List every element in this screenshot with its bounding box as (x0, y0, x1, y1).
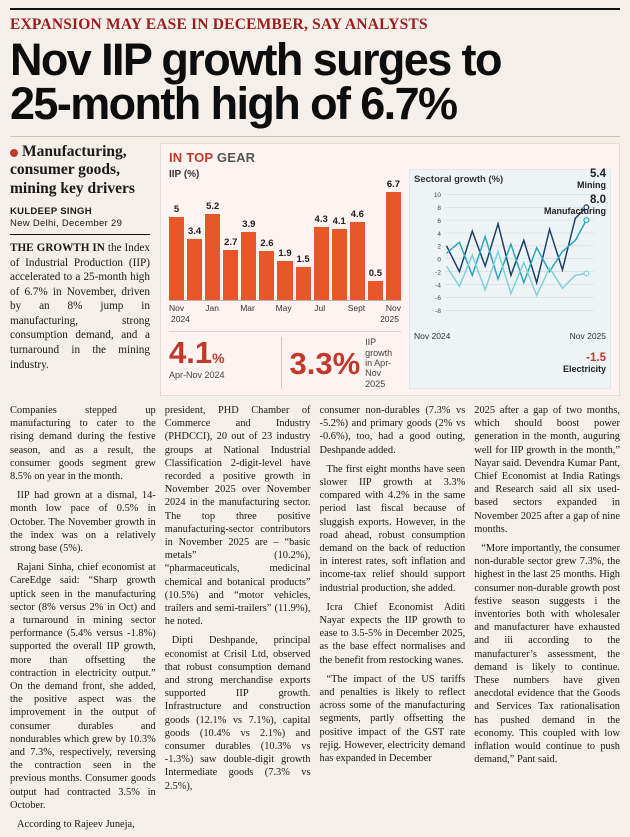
bar-apr-5 (259, 237, 274, 300)
bar-x-tick: Jul (314, 303, 326, 314)
headline-line-1: Nov IIP growth surges to (10, 34, 501, 85)
tag-mining-value: 5.4 (590, 168, 606, 181)
body-paragraph: Icra Chief Economist Aditi Nayar expects the IIP growth to ease to 3.5-5% in December 2025, as the base effect normalises and the benefit from restocking wanes. (319, 601, 466, 666)
lead-rest: the Index of Industrial Production (IIP) accelerated to a 25-month high of 6.7% in November, driven by an 8% jump in manufacturing, strong consumption demand, and a turnaround in the mining industry. (10, 242, 150, 371)
left-column (10, 143, 150, 396)
stat1-value (169, 335, 275, 371)
upper-section (10, 143, 620, 396)
bar-x-tick: Sept (347, 303, 366, 314)
body-paragraph: “The impact of the US tariffs and penalties is likely to reflect across some of the manufacturing segments, partly offsetting the positive impact of the GST rate rejig. However, electricity demand has expanded in December (319, 673, 466, 764)
body-columns (10, 404, 620, 837)
panel-body (169, 169, 611, 389)
body-paragraph: 2025 after a gap of two months, which should boost power generation in the month, auguring well for IIP growth in the month,” Nayar said. Devendra Kumar Pant, Chief Economist at India Ratings and Research said all six used-based sectors expanded in November 2025 after a gap of nine months. (474, 404, 620, 535)
sector-chart (409, 169, 611, 389)
sector-chart-x-labels (414, 331, 606, 341)
bar-aug-9 (332, 216, 347, 300)
bar-nov-12 (386, 179, 401, 300)
svg-text:6: 6 (437, 218, 441, 226)
sector-x-right: Nov 2025 (569, 331, 606, 342)
bar-value-label: 0.5 (368, 268, 382, 280)
sector-x-left: Nov 2024 (414, 331, 451, 342)
body-paragraph: president, PHD Chamber of Commerce and Industry (PHDCCI), 20 out of 23 industry groups at National Industrial Classification 2-digit-level have recorded a positive growth in November 2025 over November 2024 in the manufacturing sector. The top three positive manufacturing-sector contributors in November 2025 are – “basic metals” (10.2%), “pharmaceuticals, medicinal chemical and botanical products” (10.5%) and “motor vehicles, trailers and semi-trailers” (11.9%), he noted. (164, 404, 311, 628)
svg-text:0: 0 (437, 256, 441, 264)
year-left: 2024 (171, 314, 190, 325)
lead-bold: THE GROWTH IN (10, 242, 105, 255)
stat2-value: 3.3% (289, 345, 361, 381)
bar-value-label: 5.2 (206, 200, 220, 212)
bar-oct-11 (368, 268, 383, 300)
bar-dec-1 (187, 226, 202, 300)
bar-feb-3 (223, 236, 238, 301)
bar-x-tick (330, 303, 345, 313)
bar-x-tick (223, 303, 238, 313)
bar-value-label: 1.5 (296, 253, 310, 265)
tag-manufacturing-label: Manufacturing (544, 206, 606, 217)
stat1-percent: % (212, 350, 225, 367)
svg-text:8: 8 (437, 205, 441, 213)
body-column-1 (10, 404, 156, 837)
svg-text:-2: -2 (435, 269, 441, 277)
body-column-4 (474, 404, 620, 837)
svg-text:10: 10 (433, 192, 441, 200)
tag-mining (577, 168, 606, 190)
svg-text:-4: -4 (435, 282, 441, 290)
bar-value-label: 4.1 (332, 216, 346, 228)
bar-jan-2 (205, 200, 220, 301)
year-right: 2025 (380, 314, 399, 325)
byline-place: New Delhi, December 29 (10, 218, 123, 230)
summary-stats (169, 331, 401, 389)
bar-chart (169, 169, 401, 389)
bar-jun-7 (296, 253, 311, 300)
stat2-caption: IIP growth in Apr-Nov 2025 (365, 337, 393, 389)
bar-jul-8 (314, 213, 329, 301)
bar-value-label: 3.9 (242, 219, 256, 231)
bar-chart-year-labels (169, 314, 401, 324)
chart-panel (160, 143, 620, 396)
bullet-icon (10, 149, 18, 157)
byline-author: KULDEEP SINGH (10, 206, 92, 218)
kicker: EXPANSION MAY EASE IN DECEMBER, SAY ANALYSTS (10, 16, 428, 33)
page-title (10, 34, 620, 130)
bar-nov-0 (169, 203, 184, 301)
body-paragraph: The first eight months have seen slower IIP growth at 3.3% compared with 4.2% in the same period last fiscal because of sluggish exports. However, in the road ahead, robust consumption demand on the back of reduction in interest rates, soft inflation and income-tax relief should support industrial production, she added. (319, 463, 466, 594)
tag-manufacturing (544, 194, 606, 216)
body-column-2 (165, 404, 311, 837)
panel-title-grey: GEAR (216, 150, 256, 166)
bar-value-label: 2.6 (260, 237, 274, 249)
tag-manufacturing-value: 8.0 (590, 194, 606, 207)
subhead-text: Manufacturing, consumer goods, mining key drivers (10, 143, 135, 197)
body-paragraph: Dipti Deshpande, principal economist at Crisil Ltd, observed that robust consumption demand and strong merchandise exports supported IIP growth. Infrastructure and construction goods (12.1% vs 7.1%), capital goods (10.4% vs 2.1%) and consumer durables (10.3% vs -1.3%) saw double-digit growth Intermediate goods (7.3% vs 2.5%), (164, 635, 311, 792)
bar-value-label: 4.3 (314, 213, 328, 225)
headline-line-2: 25-month high of 6.7% (10, 78, 457, 130)
bar-value-label: 2.7 (224, 236, 238, 248)
bar-value-label: 6.7 (386, 179, 401, 191)
bar-mar-4 (241, 219, 256, 300)
byline-divider (10, 234, 150, 235)
stat1-number: 4.1 (169, 335, 213, 371)
bar-x-tick (187, 303, 202, 313)
bar-sept-10 (350, 209, 365, 300)
bar-value-label: 5 (173, 203, 180, 215)
body-paragraph: Rajani Sinha, chief economist at CareEdge said: “Sharp growth uptick seen in the manufacturing sector (8% versus 2% in Oct) and a turnaround in mining sector performance (5.4% versus -1.8%) supported the overall IIP growth, more than offsetting the contraction in electricity output.” On the demand front, she added, the positive aspect was the improvement in the output of consumer durables and nondurables which grew by 10.3% and 7.3%, respectively, reversing the contraction seen in the previous months. Consumer goods output had contracted 3.5% in October. (10, 562, 156, 811)
top-rule (10, 8, 620, 10)
tag-mining-label: Mining (577, 180, 606, 191)
panel-title (169, 150, 611, 165)
stat1-caption: Apr-Nov 2024 (169, 370, 225, 381)
bar-x-tick: Jan (205, 303, 220, 314)
bar-x-tick: May (275, 303, 292, 314)
svg-text:4: 4 (437, 230, 441, 238)
bar-value-label: 4.6 (350, 209, 364, 221)
svg-text:-8: -8 (435, 308, 441, 316)
body-paragraph: Companies stepped up manufacturing to cater to the rising demand during the festive season, and as a result, the consumer goods segment grew 8.5% on year in the month. (10, 404, 156, 482)
tag-electricity-value: -1.5 (586, 351, 606, 364)
sector-chart-title: Sectoral growth (%) (414, 174, 504, 186)
svg-text:2: 2 (437, 243, 441, 251)
bar-x-tick: Nov (385, 303, 401, 314)
body-paragraph: IIP had grown at a dismal, 14-month low pace of 0.5% in October. The November growth in the index was on a relatively strong base (5%). (10, 490, 156, 554)
body-paragraph: consumer non-durables (7.3% vs -5.2%) and primary goods (2% vs -0.6%), too, had a good outing, Deshpande added. (319, 404, 466, 456)
stat-apr-nov-2025 (281, 337, 402, 389)
bar-x-tick (295, 303, 310, 313)
lead-paragraph (10, 241, 150, 372)
bar-may-6 (277, 247, 292, 300)
headline-divider (10, 136, 620, 137)
tag-electricity-label: Electricity (562, 363, 606, 374)
subhead (10, 143, 150, 198)
bar-chart-axis-label: IIP (%) (169, 169, 200, 181)
bar-value-label: 3.4 (188, 226, 202, 238)
stat-apr-nov-2024 (169, 337, 281, 389)
svg-text:-6: -6 (435, 295, 441, 303)
bar-x-tick: Mar (240, 303, 255, 314)
bar-chart-x-labels (169, 303, 401, 313)
body-paragraph: According to Rajeev Juneja, (17, 819, 135, 830)
bar-value-label: 1.9 (278, 247, 292, 259)
byline (10, 206, 150, 229)
bar-chart-bars (169, 179, 401, 301)
tag-electricity (563, 352, 606, 374)
bar-x-tick (368, 303, 383, 313)
panel-title-red: IN TOP (169, 150, 214, 166)
body-paragraph: “More importantly, the consumer non-durable sector grew 7.3%, the highest in the last 25 months. High consumer non-durable growth post festive season suggests i the inventories both with wholesaler and manufacturer have exhausted and iii according to the manufacturer’s assessment, the demand is likely to continue. These numbers have given anecdotal evidence that the Goods and Services Tax rationalisation has pushed demand in the economy. This coupled with low inflation would continue to push demand,” Pant said. (474, 542, 620, 766)
body-column-3 (320, 404, 466, 837)
bar-x-tick: Nov (169, 303, 185, 314)
bar-x-tick (258, 303, 273, 313)
